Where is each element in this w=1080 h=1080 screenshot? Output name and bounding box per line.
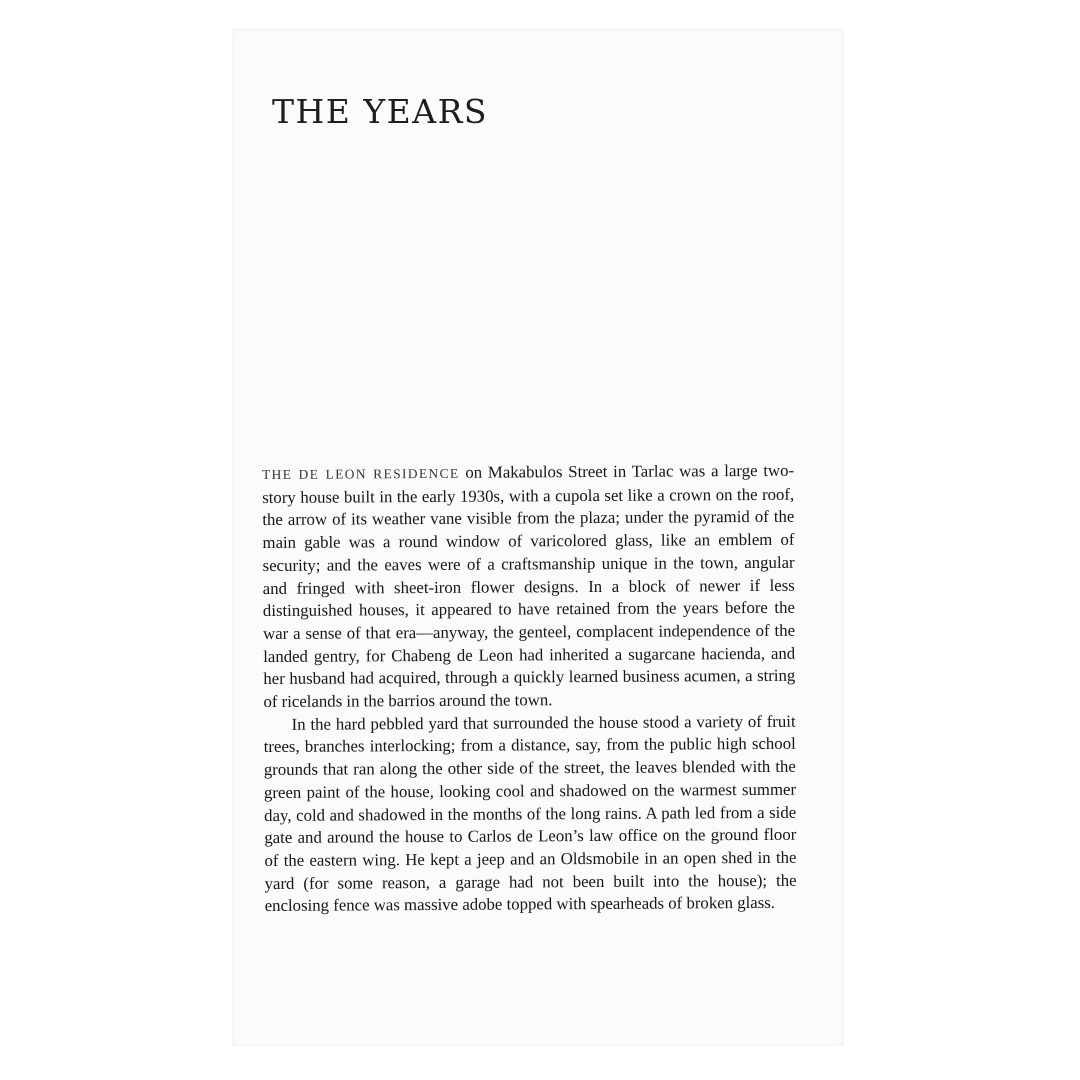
lead-in-smallcaps: THE DE LEON RESIDENCE (262, 465, 460, 482)
paragraph-2: In the hard pebbled yard that surrounded the house stood a variety of fruit trees, branches interlocking; from a distance, say, from the public high school grounds that ran along the other side of the street, the leaves blended with the green paint of the house, looking cool and shadowed on the warmest summer day, cold and shadowed in the months of the long rains. A path led from a side gate and around the house to Carlos de Leon’s law office on the ground floor of the eastern wing. He kept a jeep and an Oldsmobile in an open shed in the yard (for some reason, a garage had not been built into the house); the enclosing fence was massive adobe topped with spearheads of broken glass. (263, 711, 797, 916)
paragraph-1-text: on Makabulos Street in Tarlac was a large two-story house built in the early 1930s, with a cupola set like a crown on the roof, the arrow of its weather vane visible from the plaza; under the pyramid of the main gable was a round window of varicolored glass, like an emblem of security; and the eaves were of a craftsmanship unique in the town, angular and fringed with sheet-iron flower designs. In a block of newer if less distinguished houses, it appeared to have retained from the years before the war a sense of that era—anyway, the genteel, complacent independence of the landed gentry, for Chabeng de Leon had inherited a sugarcane hacienda, and her husband had acquired, through a quickly learned business acumen, a string of ricelands in the barrios around the town. (262, 460, 796, 712)
body-text (262, 460, 797, 918)
paragraph-1 (262, 460, 796, 714)
chapter-title: THE YEARS (272, 92, 489, 131)
